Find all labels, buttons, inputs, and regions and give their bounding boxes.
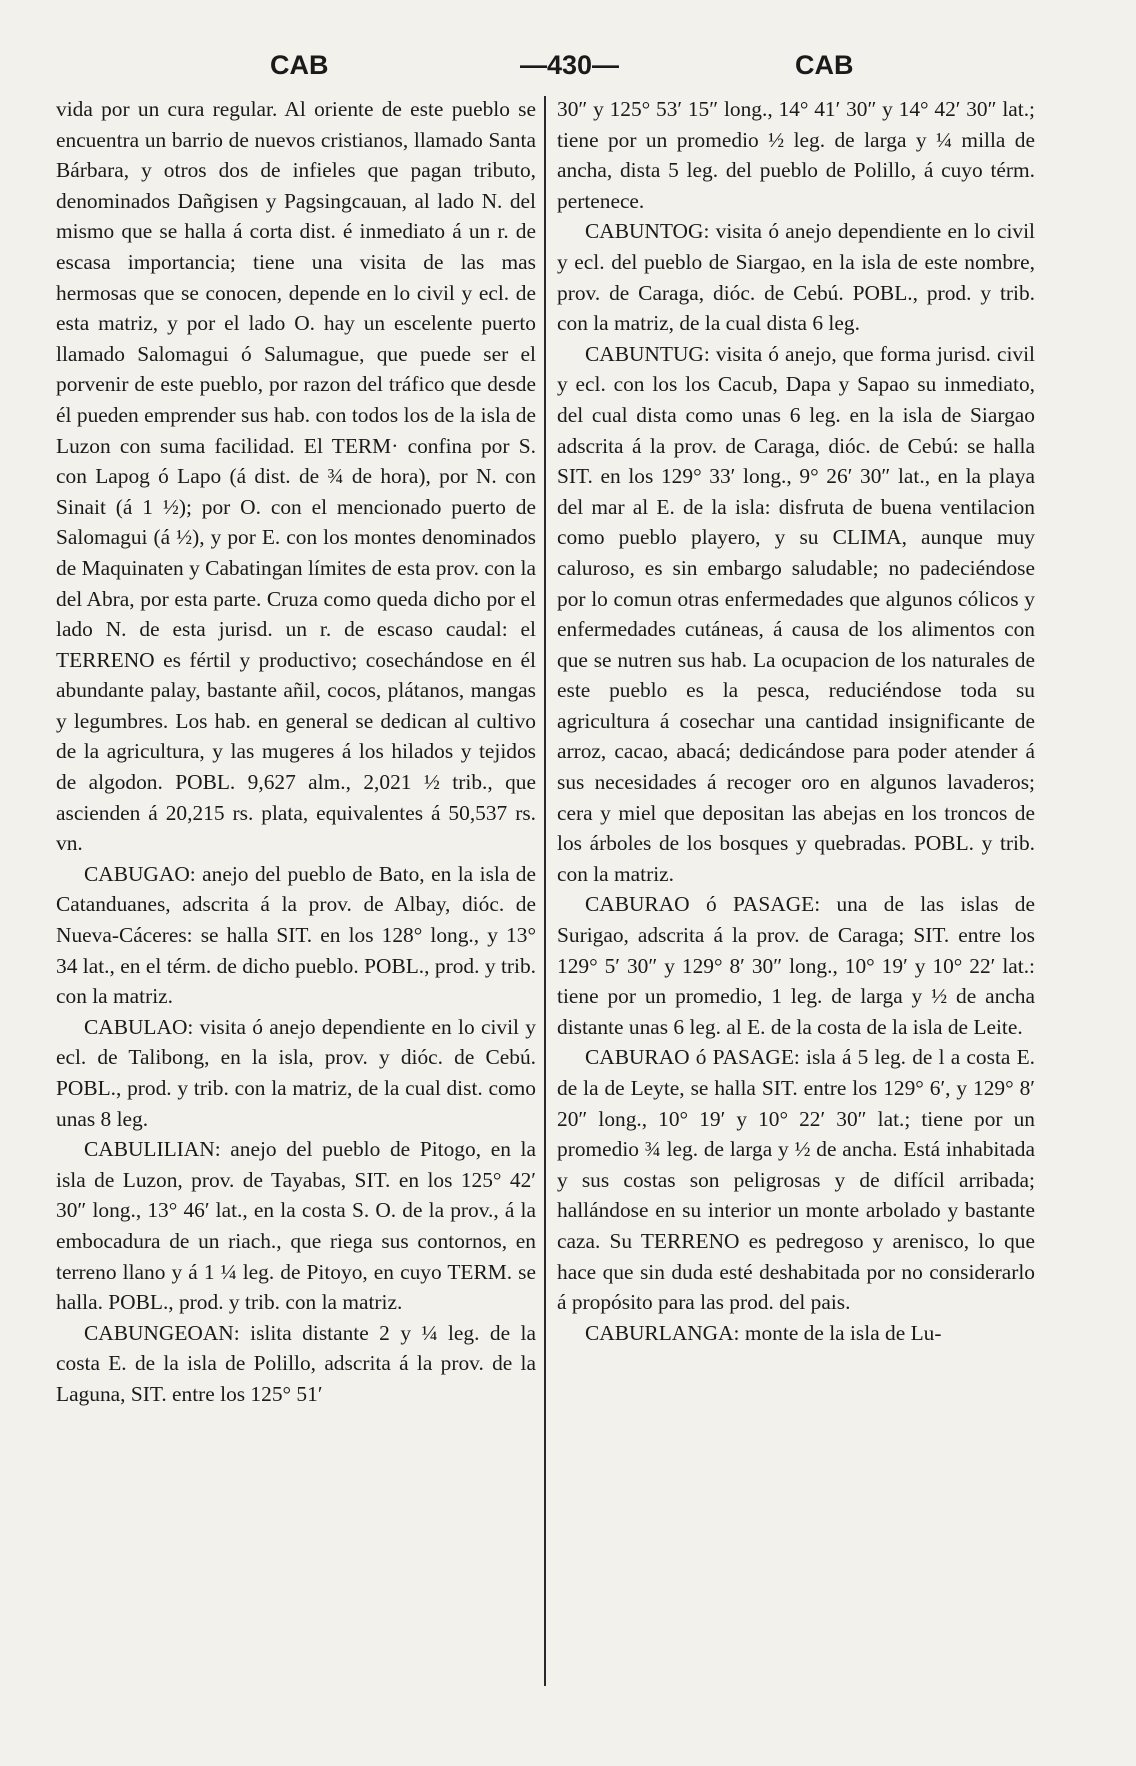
entry-cabuntog: CABUNTOG: visita ó anejo dependiente en lo civil y ecl. del pueblo de Siargao, en la isla de este nombre, prov. de Caraga, dióc. de Cebú. POBL., prod. y trib. con la matriz, de la cual dista 6 leg.: [557, 219, 1035, 336]
header-right: CAB: [795, 50, 854, 80]
entry-caburao-2: CABURAO ó PASAGE: isla á 5 leg. de l a costa E. de la de Leyte, se halla SIT. entre los 129° 6′, y 129° 8′ 20″ long., 10° 19′ y 10° 22′ 30″ lat.; tiene por un promedio ¾ leg. de larga y ½ de ancha. Está inhabitada y sus costas son peligrosas y de difícil arribada; hallándose en su interior un monte arbolado y bastante caza. Su TERRENO es pedregoso y arenisco, lo que hace que sin duda esté deshabitada por no considerarlo á propósito para las prod. del pais.: [557, 1045, 1035, 1315]
entry-caburlanga: CABURLANGA: monte de la isla de Lu-: [585, 1320, 942, 1345]
running-header: [0, 44, 1136, 84]
entry-cabuntug: CABUNTUG: visita ó anejo, que forma jurisd. civil y ecl. con los los Cacub, Dapa y Sapao su inmediato, del cual dista como unas 6 leg. en la isla de Siargao adscrita á la prov. de Caraga, dióc. de Cebú: se halla SIT. en los 129° 33′ long., 9° 26′ 30″ lat., en la playa del mar al E. de la isla: disfruta de buena ventilacion como pueblo playero, y su CLIMA, aunque muy caluroso, es sin embargo saludable; no padeciéndose por lo comun otras enfermedades que algunos cólicos y enfermedades cutáneas, á causa de los alimentos con que se nutren sus hab. La ocupacion de los naturales de este pueblo es la pesca, reduciéndose toda su agricultura á cosechar una cantidad insignificante de arroz, cacao, abacá; dedicándose para poder atender á sus necesidades á recoger oro en algunos lavaderos; cera y miel que depositan las abejas en los troncos de los árboles de los bosques y quebradas. POBL. y trib. con la matriz.: [557, 341, 1035, 886]
entry-cabugao: CABUGAO: anejo del pueblo de Bato, en la isla de Catanduanes, adscrita á la prov. de Albay, dióc. de Nueva-Cáceres: se halla SIT. en los 128° long., y 13° 34 lat., en el térm. de dicho pueblo. POBL., prod. y trib. con la matriz.: [56, 861, 536, 1009]
text-block: 30″ y 125° 53′ 15″ long., 14° 41′ 30″ y 14° 42′ 30″ lat.; tiene por un promedio ½ leg. de larga y ¼ milla de ancha, dista 5 leg. del pueblo de Polillo, á cuyo térm. pertenece.: [557, 97, 1035, 213]
text-block: vida por un cura regular. Al oriente de este pueblo se encuentra un barrio de nuevos cristianos, llamado Santa Bárbara, y otros dos de infieles que pagan tributo, denominados Dañgisen y Pagsingcauan, al lado N. del mismo que se halla á corta dist. é inmediato á un r. de escasa importancia; tiene una visita de las mas hermosas que se conocen, depende en lo civil y ecl. de esta matriz, y por el lado O. hay un escelente puerto llamado Salomagui ó Salumague, que puede ser el porvenir de este pueblo, por razon del tráfico que desde él pueden emprender sus hab. con todos los de la isla de Luzon con suma facilidad. El TERM· confina por S. con Lapog ó Lapo (á dist. de ¾ de hora), por N. con Sinait (á 1 ½); por O. con el mencionado puerto de Salomagui (á ½), y por E. con los montes denominados de Maquinaten y Cabatingan límites de esta prov. con la del Abra, por esta parte. Cruza como queda dicho por el lado N. de esta jurisd. un r. de escaso caudal: el TERRENO es fértil y productivo; cosechándose en él abundante palay, bastante añil, cocos, plátanos, mangas y legumbres. Los hab. en general se dedican al cultivo de la agricultura, y las mugeres á los hilados y tejidos de algodon. POBL. 9,627 alm., 2,021 ½ trib., que ascienden á 20,215 rs. plata, equivalentes á 50,537 rs. vn.: [56, 97, 536, 856]
page-number: —430—: [520, 50, 620, 80]
entry-caburao-1: CABURAO ó PASAGE: una de las islas de Surigao, adscrita á la prov. de Caraga; SIT. entre los 129° 5′ 30″ y 129° 8′ 30″ long., 10° 19′ y 10° 22′ lat.: tiene por un promedio, 1 leg. de larga y ½ de ancha distante unas 6 leg. al E. de la costa de la isla de Leite.: [557, 892, 1035, 1039]
column-divider: [544, 96, 546, 1686]
left-column: [56, 94, 536, 1734]
entry-cabulao: CABULAO: visita ó anejo dependiente en lo civil y ecl. de Talibong, en la isla, prov. y dióc. de Cebú. POBL., prod. y trib. con la matriz, de la cual dist. como unas 8 leg.: [56, 1014, 536, 1131]
entry-cabungeoan: CABUNGEOAN: islita distante 2 y ¼ leg. de la costa E. de la isla de Polillo, adscrita á la prov. de la Laguna, SIT. entre los 125° 51′: [56, 1320, 536, 1406]
right-column: [557, 94, 1035, 1734]
header-left: CAB: [270, 50, 329, 80]
entry-cabulilian: CABULILIAN: anejo del pueblo de Pitogo, en la isla de Luzon, prov. de Tayabas, SIT. en los 125° 42′ 30″ long., 13° 46′ lat., en la costa S. O. de la prov., á la embocadura de un riach., que riega sus contornos, en terreno llano y á 1 ¼ leg. de Pitoyo, en cuyo TERM. se halla. POBL., prod. y trib. con la matriz.: [56, 1137, 536, 1315]
